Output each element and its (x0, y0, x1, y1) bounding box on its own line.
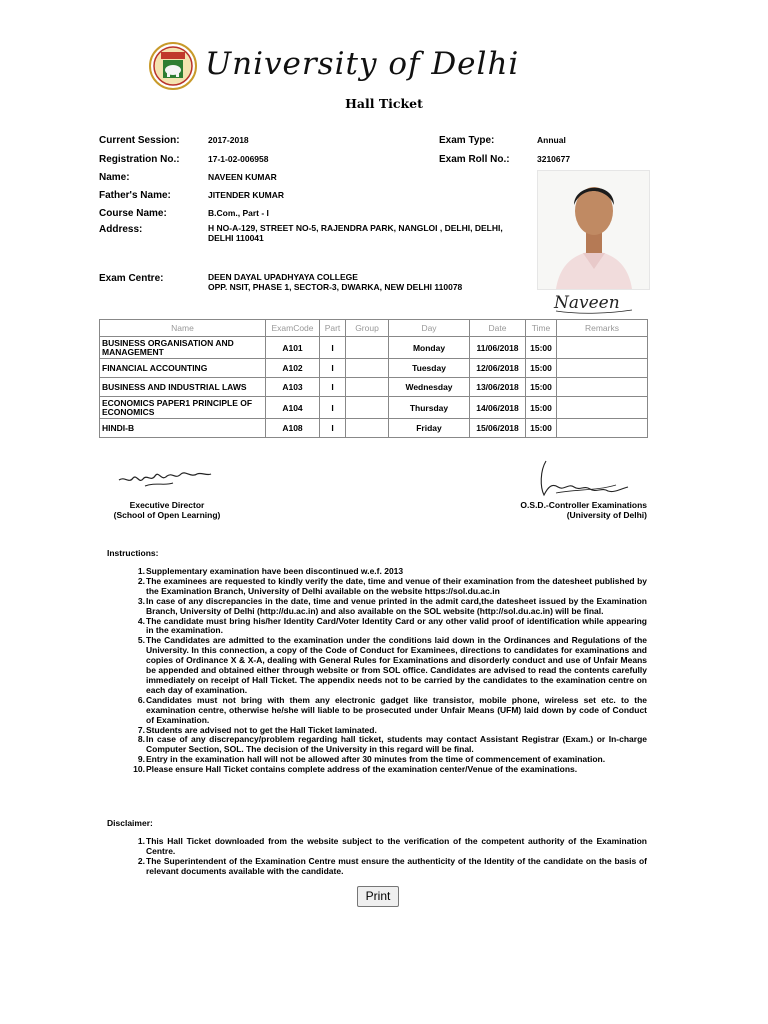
group (346, 419, 389, 438)
instruction-text: Supplementary examination have been discontinued w.e.f. 2013 (146, 566, 404, 576)
controller-title: O.S.D.-Controller Examinations (520, 500, 647, 510)
instruction-text: In case of any discrepancy/problem regarding hall ticket, students may contact Assistant Registrar (Exam.) or In-charge Computer Section, SOL. The decision of the University in this regard will be final. (146, 734, 647, 755)
part: I (320, 419, 346, 438)
table-row (100, 419, 648, 438)
part: I (320, 397, 346, 419)
course-name-label: Course Name: (99, 208, 167, 219)
time: 15:00 (526, 397, 557, 419)
instruction-text: The examinees are requested to kindly verify the date, time and venue of their examination from the datesheet published by the Examination Branch, University of Delhi available on the website https://sol.du.ac.in (146, 575, 647, 596)
day: Monday (389, 337, 470, 359)
column-header: Date (470, 320, 526, 337)
controller-dept: (University of Delhi) (566, 510, 647, 520)
exam-roll-no-value: 3210677 (537, 154, 571, 164)
exam-type-value: Annual (537, 135, 566, 145)
candidate-photo (537, 170, 650, 290)
list-item: 7. Students are advised not to get the Hall Ticket laminated. (137, 724, 377, 735)
list-item: 3. In case of any discrepancies in the date, time and venue printed in the admit card,the datesheet issued by the Examination Branch, University of Delhi (http://du.ac.in) and also available on the SOL website (http://sol.du.ac.in) will be final. (137, 595, 647, 616)
table-header-row (100, 320, 648, 337)
subject-name: BUSINESS AND INDUSTRIAL LAWS (100, 378, 266, 397)
day: Wednesday (389, 378, 470, 397)
list-item: 8. In case of any discrepancy/problem regarding hall ticket, students may contact Assistant Registrar (Exam.) or In-charge Computer Section, SOL. The decision of the University in this regard will be final. (137, 734, 647, 755)
exam-code: A104 (266, 397, 320, 419)
table-row (100, 378, 648, 397)
name-value: NAVEEN KUMAR (208, 172, 277, 182)
course-name-value: B.Com., Part - I (208, 208, 269, 218)
university-name: University of Delhi (205, 46, 520, 82)
fathers-name-label: Father's Name: (99, 190, 171, 201)
disclaimer-list (135, 837, 647, 877)
address-line2: DELHI 110041 (208, 233, 264, 243)
candidate-signature (552, 291, 634, 320)
date: 14/06/2018 (470, 397, 526, 419)
remarks (557, 337, 648, 359)
instruction-text: Entry in the examination hall will not be allowed after 30 minutes from the time of commencement of examination. (146, 754, 606, 765)
column-header: Day (389, 320, 470, 337)
list-item: 2. The examinees are requested to kindly verify the date, time and venue of their examination from the datesheet published by the Examination Branch, University of Delhi available on the website https://sol.du.ac.in (137, 575, 647, 596)
exam-code: A108 (266, 419, 320, 438)
subject-name: HINDI-B (100, 419, 266, 438)
fathers-name-value: JITENDER KUMAR (208, 190, 285, 200)
day: Thursday (389, 397, 470, 419)
name-label: Name: (99, 172, 130, 183)
exam-code: A103 (266, 378, 320, 397)
group (346, 378, 389, 397)
date: 11/06/2018 (470, 337, 526, 359)
document-title: Hall Ticket (345, 96, 423, 111)
table-row (100, 397, 648, 419)
column-header: Time (526, 320, 557, 337)
date: 15/06/2018 (470, 419, 526, 438)
executive-director-signature (115, 464, 215, 495)
day: Friday (389, 419, 470, 438)
registration-no-value: 17-1-02-006958 (208, 154, 269, 164)
instruction-text: Candidates must not bring with them any electronic gadget like transistor, mobile phone, wireless set etc. to the examination centre, otherwise he/she will liable to be prosecuted under Unfair Means (UFM) laid down by code of Conduct of Examination. (146, 694, 647, 725)
subject-name: BUSINESS ORGANISATION AND MANAGEMENT (100, 337, 266, 359)
current-session-value: 2017-2018 (208, 135, 249, 145)
exam-centre-label: Exam Centre: (99, 273, 164, 284)
group (346, 359, 389, 378)
exam-schedule-table (99, 319, 648, 438)
time: 15:00 (526, 378, 557, 397)
exam-type-label: Exam Type: (439, 135, 495, 146)
exam-centre-line2: OPP. NSIT, PHASE 1, SECTOR-3, DWARKA, NEW DELHI 110078 (208, 282, 463, 292)
time: 15:00 (526, 337, 557, 359)
date: 12/06/2018 (470, 359, 526, 378)
remarks (557, 397, 648, 419)
list-item: 5. The Candidates are admitted to the examination under the conditions laid down in the Ordinances and Regulations of the University. In this connection, a copy of the Code of Conduct for Examinees, directions to candidates for examinations and copies of Ordinance X & X-A, dealing with General Rules for Examinations and disorderly conduct and use of Unfair Means be appended and obtained either through website or from SOL office. Candidates are advised to read the contents carefully immediately on receipt of Hall Ticket. The appendix needs not to be carried by the candidates to the examination centre on each day of examination. (137, 635, 647, 695)
instructions-list (135, 567, 647, 775)
exam-code: A102 (266, 359, 320, 378)
part: I (320, 378, 346, 397)
column-header: ExamCode (266, 320, 320, 337)
controller-signature (536, 457, 636, 504)
column-header: Name (100, 320, 266, 337)
current-session-label: Current Session: (99, 135, 180, 146)
remarks (557, 378, 648, 397)
part: I (320, 359, 346, 378)
list-item: 1. Supplementary examination have been discontinued w.e.f. 2013 (137, 566, 404, 576)
instruction-text: Please ensure Hall Ticket contains complete address of the examination center/Venue of the examinations. (146, 764, 578, 775)
list-item: 1. This Hall Ticket downloaded from the website subject to the verification of the competent authority of the Examination Centre. (137, 836, 647, 856)
list-item: 10. Please ensure Hall Ticket contains complete address of the examination center/Venue of the examinations. (133, 764, 578, 775)
svg-text:Naveen: Naveen (554, 293, 620, 313)
column-header: Group (346, 320, 389, 337)
exam-code: A101 (266, 337, 320, 359)
time: 15:00 (526, 419, 557, 438)
part: I (320, 337, 346, 359)
disclaimer-heading: Disclaimer: (107, 818, 153, 828)
table-row (100, 359, 648, 378)
exam-roll-no-label: Exam Roll No.: (439, 154, 510, 165)
group (346, 337, 389, 359)
instruction-text: The Candidates are admitted to the examination under the conditions laid down in the Ordinances and Regulations of the University. In this connection, a copy of the Code of Conduct for Examinees, directions to candidates for examinations and copies of Ordinance X & X-A, dealing with General Rules for Examinations and disorderly conduct and use of Unfair Means be appended and obtained either through website or from SOL office. Candidates are advised to read the contents carefully immediately on receipt of Hall Ticket. The appendix needs not to be carried by the candidates to the examination centre on each day of examination. (146, 635, 647, 695)
subject-name: FINANCIAL ACCOUNTING (100, 359, 266, 378)
list-item: 2. The Superintendent of the Examination Centre must ensure the authenticity of the Identity of the candidate on the basis of relevant documents available with the candidate. (137, 855, 647, 876)
date: 13/06/2018 (470, 378, 526, 397)
address-line1: H NO-A-129, STREET NO-5, RAJENDRA PARK, NANGLOI , DELHI, DELHI, (208, 223, 503, 233)
disclaimer-text: The Superintendent of the Examination Centre must ensure the authenticity of the Identity of the candidate on the basis of relevant documents available with the candidate. (146, 855, 647, 876)
remarks (557, 359, 648, 378)
day: Tuesday (389, 359, 470, 378)
time: 15:00 (526, 359, 557, 378)
list-item: 4. The candidate must bring his/her Identity Card/Voter Identity Card or any other valid proof of identification while appearing in the examination. (137, 615, 647, 636)
exam-centre-line1: DEEN DAYAL UPADHYAYA COLLEGE (208, 272, 358, 282)
subject-name: ECONOMICS PAPER1 PRINCIPLE OF ECONOMICS (100, 397, 266, 419)
executive-director-dept: (School of Open Learning) (113, 510, 221, 520)
table-row (100, 337, 648, 359)
instruction-text: The candidate must bring his/her Identity Card/Voter Identity Card or any other valid proof of identification while appearing in the examination. (146, 615, 647, 636)
instructions-heading: Instructions: (107, 548, 159, 558)
executive-director-title: Executive Director (129, 500, 205, 510)
registration-no-label: Registration No.: (99, 154, 180, 165)
print-button[interactable]: Print (357, 886, 399, 907)
disclaimer-text: This Hall Ticket downloaded from the website subject to the verification of the competent authority of the Examination Centre. (146, 836, 647, 856)
university-logo (147, 42, 199, 90)
column-header: Part (320, 320, 346, 337)
group (346, 397, 389, 419)
instruction-text: In case of any discrepancies in the date, time and venue printed in the admit card,the datesheet issued by the Examination Branch, University of Delhi (http://du.ac.in) and also available on the SOL website (http://sol.du.ac.in) will be final. (146, 595, 647, 616)
instruction-text: Students are advised not to get the Hall Ticket laminated. (146, 724, 377, 735)
list-item: 6. Candidates must not bring with them any electronic gadget like transistor, mobile phone, wireless set etc. to the examination centre, otherwise he/she will liable to be prosecuted under Unfair Means (UFM) laid down by code of Conduct of Examination. (137, 694, 647, 725)
address-label: Address: (99, 224, 143, 235)
column-header: Remarks (557, 320, 648, 337)
list-item: 9. Entry in the examination hall will not be allowed after 30 minutes from the time of commencement of examination. (137, 754, 606, 765)
remarks (557, 419, 648, 438)
